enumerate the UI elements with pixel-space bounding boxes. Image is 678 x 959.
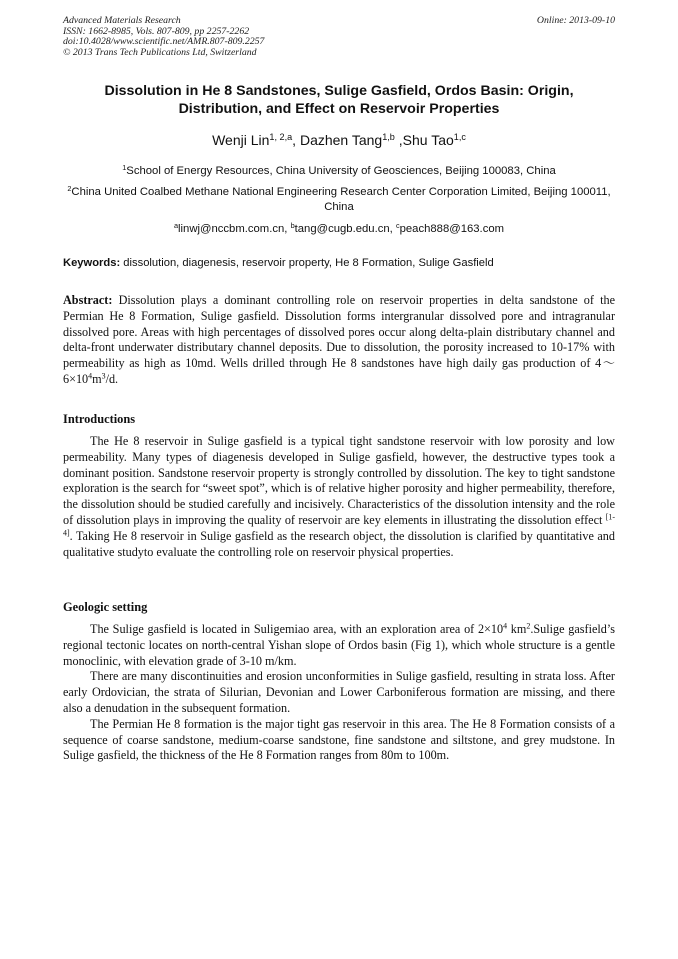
affiliation-number: 1 (122, 162, 127, 172)
journal-name: Advanced Materials Research (63, 15, 181, 26)
abstract-superscript: 3 (101, 371, 106, 381)
author-emails (63, 222, 615, 237)
abstract-unit: m (92, 371, 102, 386)
keywords (63, 256, 615, 271)
author-separator: , (394, 132, 403, 148)
affiliation-2 (63, 185, 615, 215)
paragraph-text: The Permian He 8 formation is the major tight gas reservoir in this area. The He 8 Formation consists of a sequence of coarse sandstone, medium-coarse sandstone, fine sandstone and siltstone, and grey mudstone. In Sulige gasfield, the thickness of the He 8 Formation ranges from 80m to 100m. (63, 716, 615, 763)
author-list (63, 132, 615, 148)
email-mark: c (395, 220, 400, 230)
citation-reference: [1-4] (63, 512, 615, 538)
keywords-text: dissolution, diagenesis, reservoir property, He 8 Formation, Sulige Gasfield (120, 257, 494, 269)
abstract (63, 293, 615, 388)
email-address: linwj@nccbm.com.cn, (178, 223, 291, 235)
paragraph-text: The Sulige gasfield is located in Suligemiao area, with an exploration area of 2×10 (90, 622, 504, 636)
paragraph-text: . Taking He 8 reservoir in Sulige gasfield as the research object, the dissolution is clarified by quantitative and qualitative studyto evaluate the controlling role on reservoir physical properties. (63, 528, 615, 559)
online-date: Online: 2013-09-10 (536, 15, 615, 26)
affiliation-number: 2 (67, 183, 72, 193)
section-heading-introductions: Introductions (63, 412, 136, 426)
copyright-line: © 2013 Trans Tech Publications Ltd, Switzerland (63, 46, 257, 58)
author-affiliation-mark: 1,c (453, 132, 466, 142)
abstract-superscript: 4 (88, 371, 93, 381)
doi-line: doi:10.4028/www.scientific.net/AMR.807-809.2257 (63, 36, 265, 48)
title-line-2: Distribution, and Effect on Reservoir Properties (178, 101, 500, 117)
author-separator: , (292, 132, 300, 148)
geologic-setting-section (63, 622, 615, 764)
paragraph-superscript: 2 (526, 621, 531, 631)
abstract-label: Abstract: (63, 293, 113, 307)
paragraph-text: There are many discontinuities and erosion unconformities in Sulige gasfield, resulting in strata loss. After early Ordovician, the strata of Silurian, Devonian and Lower Carboniferous formation are missing, and there also a denudation in the subsequent formation. (63, 669, 615, 715)
affiliation-1 (63, 164, 615, 179)
paragraph-text: .Sulige gasfield’s regional tectonic locates on north-central Yishan slope of Ordos basin (Fig 1), which whole structure is a gentle monoclinic, with elevation grade of 3-10 m/km. (63, 622, 615, 668)
email-address: peach888@163.com (399, 223, 505, 235)
abstract-text: Dissolution plays a dominant controlling role on reservoir properties in delta sandstone of the Permian He 8 Formation, Sulige gasfield. Dissolution forms intergranular dissolved pore and intragranular dissolved pore. Areas with high percentages of dissolved pores occur along delta-plain distributary channel and delta-front underwater distributary channel deposits. Due to dissolution, the porosity increased to 10-17% with permeability as high as 10md. Wells drilled through He 8 sandstones have high daily gas production of 4～6×10 (63, 293, 615, 386)
section-heading-geologic-setting: Geologic setting (63, 600, 148, 614)
abstract-end: /d. (105, 371, 119, 386)
issn-line: ISSN: 1662-8985, Vols. 807-809, pp 2257-2262 (63, 25, 250, 37)
author-affiliation-mark: 1, 2,a (269, 132, 293, 142)
author-name: Dazhen Tang (299, 132, 383, 148)
journal-header (63, 16, 615, 58)
affiliation-text: School of Energy Resources, China University of Geosciences, Beijing 100083, China (126, 165, 556, 177)
paragraph-text: The He 8 reservoir in Sulige gasfield is a typical tight sandstone reservoir with low porosity and low permeability. Many types of diagenesis developed in Sulige gasfield, however, the destructive types took a dominant position. Sandstone reservoir property is strongly controlled by dissolution. The key to tight sandstone exploration is the search for “sweet spot”, which is of relative higher porosity and higher permeability, therefore, the dissolution should be studied carefully and incisively. Characteristics of the dissolution intensity and the role of dissolution plays in improving the quality of reservoir are key elements in illustrating the dissolution effect (63, 434, 615, 527)
author-name: Wenji Lin (212, 132, 270, 148)
email-mark: a (173, 220, 179, 230)
paper-title (63, 82, 615, 118)
affiliation-text: China United Coalbed Methane National Engineering Research Center Corporation Limited, Beijing 100011, China (71, 186, 611, 213)
keywords-label: Keywords: (63, 257, 121, 269)
title-line-1: Dissolution in He 8 Sandstones, Sulige Gasfield, Ordos Basin: Origin, (104, 83, 574, 99)
paragraph-superscript: 4 (503, 621, 508, 631)
author-affiliation-mark: 1,b (382, 132, 395, 142)
paragraph-unit: km (507, 622, 527, 636)
email-mark: b (290, 220, 295, 230)
introductions-section (63, 434, 615, 560)
email-address: tang@cugb.edu.cn, (294, 223, 396, 235)
author-name: Shu Tao (402, 132, 454, 148)
